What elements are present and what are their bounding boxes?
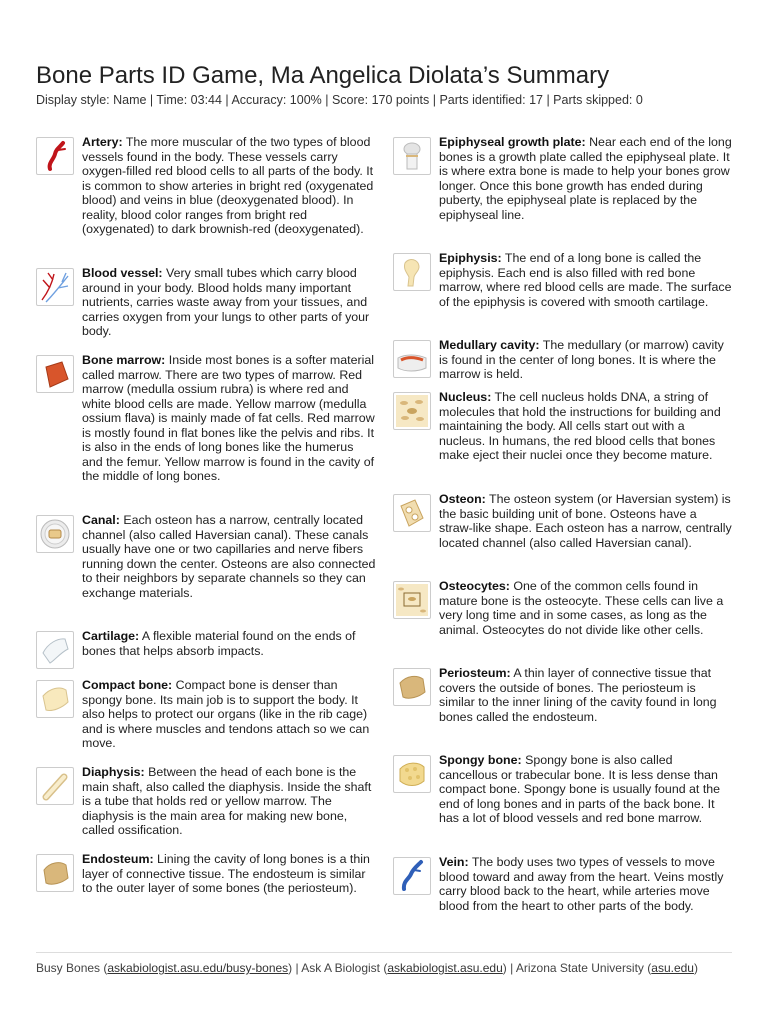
- periosteum-term: Periosteum:: [439, 666, 511, 680]
- osteocytes-text: One of the common cells found in mature bone is the osteocyte. These cells can live a very long time and in some cases, as long as the animal. Osteocytes do not divide like other cells.: [439, 579, 724, 637]
- entry-artery: [36, 135, 376, 266]
- canal-term: Canal:: [82, 513, 120, 527]
- cartilage-icon: [36, 631, 74, 669]
- entry-osteon: [393, 492, 733, 579]
- entry-periosteum: [393, 666, 733, 753]
- medullary-cavity-text: The medullary (or marrow) cavity is found in the center of long bones. It is where the marrow is held.: [439, 338, 724, 381]
- compact-bone-icon: [36, 680, 74, 718]
- game-stats: Display style: Name | Time: 03:44 | Accuracy: 100% | Score: 170 points | Parts identified: 17 | Parts skipped: 0: [36, 93, 643, 107]
- bone-marrow-term: Bone marrow:: [82, 353, 166, 367]
- osteocytes-icon: [393, 581, 431, 619]
- cartilage-description: [82, 629, 376, 658]
- endosteum-text: Lining the cavity of long bones is a thin layer of connective tissue. The endosteum is similar to the outer layer of some bones (the periosteum).: [82, 852, 370, 895]
- medullary-cavity-term: Medullary cavity:: [439, 338, 540, 352]
- nucleus-text: The cell nucleus holds DNA, a string of molecules that hold the instructions for building and maintaining the body. All cells start out with a nucleus. In humans, the red blood cells that bones make eject their nuclei once they become mature.: [439, 390, 721, 462]
- entry-bone-marrow: [36, 353, 376, 513]
- cartilage-term: Cartilage:: [82, 629, 140, 643]
- spongy-bone-icon: [393, 755, 431, 793]
- footer: [36, 961, 698, 975]
- epiphyseal-plate-term: Epiphyseal growth plate:: [439, 135, 586, 149]
- entry-medullary-cavity: [393, 338, 733, 390]
- artery-description: [82, 135, 376, 237]
- canal-description: [82, 513, 376, 600]
- left-column: [36, 135, 376, 922]
- canal-icon: [36, 515, 74, 553]
- epiphyseal-plate-description: [439, 135, 733, 222]
- footer-divider: [36, 952, 732, 953]
- nucleus-icon: [393, 392, 431, 430]
- artery-icon: [36, 137, 74, 175]
- busy-bones-link[interactable]: askabiologist.asu.edu/busy-bones: [107, 961, 289, 975]
- footer-ask-a-biologist: ) | Ask A Biologist (: [288, 961, 388, 975]
- spongy-bone-description: [439, 753, 733, 826]
- diaphysis-description: [82, 765, 376, 838]
- asu-link[interactable]: asu.edu: [651, 961, 694, 975]
- ask-a-biologist-link[interactable]: askabiologist.asu.edu: [387, 961, 503, 975]
- periosteum-icon: [393, 668, 431, 706]
- artery-text: The more muscular of the two types of blood vessels found in the body. These vessels carry oxygen-filled red blood cells to all parts of the body. It is common to show arteries in bright red (oxygenated blood) and veins in blue (deoxygenated blood). In reality, blood color ranges from bright red (oxygenated) to dark brownish-red (deoxygenated).: [82, 135, 374, 236]
- entry-nucleus: [393, 390, 733, 492]
- vein-icon: [393, 857, 431, 895]
- epiphysis-term: Epiphysis:: [439, 251, 502, 265]
- diaphysis-icon: [36, 767, 74, 805]
- entry-endosteum: [36, 852, 376, 922]
- compact-bone-term: Compact bone:: [82, 678, 173, 692]
- compact-bone-description: [82, 678, 376, 751]
- blood-vessel-text: Very small tubes which carry blood around in your body. Blood holds many important nutrients, carries waste away from your tissues, and carries oxygen from your lungs to other parts of your body.: [82, 266, 370, 338]
- endosteum-description: [82, 852, 376, 896]
- compact-bone-text: Compact bone is denser than spongy bone. Its main job is to support the body. It also helps to protect our organs (like in the rib cage) and is where muscles and tendons attach so we can move.: [82, 678, 370, 750]
- entry-epiphysis: [393, 251, 733, 338]
- footer-asu: ) | Arizona State University (: [502, 961, 652, 975]
- osteon-text: The osteon system (or Haversian system) is the basic building unit of bone. Osteons have a straw-like shape. Each osteon has a narrow, centrally located channel (also called Haversian canal).: [439, 492, 732, 550]
- bone-marrow-description: [82, 353, 376, 484]
- periosteum-description: [439, 666, 733, 724]
- entry-cartilage: [36, 629, 376, 678]
- entry-canal: [36, 513, 376, 629]
- vein-text: The body uses two types of vessels to move blood toward and away from the heart. Veins mostly carry blood back to the heart, while arteries move blood from the heart to other parts of the body.: [439, 855, 724, 913]
- epiphyseal-plate-icon: [393, 137, 431, 175]
- footer-end: ): [693, 961, 698, 975]
- right-column: [393, 135, 733, 935]
- osteon-description: [439, 492, 733, 550]
- blood-vessel-icon: [36, 268, 74, 306]
- medullary-cavity-icon: [393, 340, 431, 378]
- epiphysis-text: The end of a long bone is called the epiphysis. Each end is also filled with red bone marrow, where red blood cells are made. The surface of the epiphysis is covered with smooth cartilage.: [439, 251, 732, 309]
- vein-term: Vein:: [439, 855, 469, 869]
- entry-blood-vessel: [36, 266, 376, 353]
- epiphysis-icon: [393, 253, 431, 291]
- entry-compact-bone: [36, 678, 376, 765]
- osteon-term: Osteon:: [439, 492, 486, 506]
- osteon-icon: [393, 494, 431, 532]
- periosteum-text: A thin layer of connective tissue that covers the outside of bones. The periosteum is similar to the inner lining of the cavity found in long bones called the endosteum.: [439, 666, 717, 724]
- entry-spongy-bone: [393, 753, 733, 855]
- cartilage-text: A flexible material found on the ends of bones that helps absorb impacts.: [82, 629, 356, 658]
- entry-diaphysis: [36, 765, 376, 852]
- page-title: Bone Parts ID Game, Ma Angelica Diolata’s Summary: [36, 62, 610, 89]
- artery-term: Artery:: [82, 135, 123, 149]
- spongy-bone-text: Spongy bone is also called cancellous or trabecular bone. It is less dense than compact bone. Spongy bone is usually found at the end of long bones and in parts of the back bone. It has a lot of blood vessels and red bone marrow.: [439, 753, 721, 825]
- entry-epiphyseal-plate: [393, 135, 733, 251]
- blood-vessel-term: Blood vessel:: [82, 266, 163, 280]
- diaphysis-text: Between the head of each bone is the main shaft, also called the diaphysis. Inside the shaft is a tube that holds red or yellow marrow. The diaphysis is the main area for making new bone, called ossification.: [82, 765, 372, 837]
- blood-vessel-description: [82, 266, 376, 339]
- endosteum-term: Endosteum:: [82, 852, 154, 866]
- footer-busy-bones: Busy Bones (: [36, 961, 108, 975]
- epiphysis-description: [439, 251, 733, 309]
- diaphysis-term: Diaphysis:: [82, 765, 145, 779]
- nucleus-description: [439, 390, 733, 463]
- canal-text: Each osteon has a narrow, centrally located channel (also called Haversian canal). These canals usually have one or two capillaries and nerve fibers running down the center. Osteons are also connected to their neighbors by separate channels so they can exchange materials.: [82, 513, 376, 600]
- entry-vein: [393, 855, 733, 935]
- osteocytes-description: [439, 579, 733, 637]
- bone-marrow-text: Inside most bones is a softer material called marrow. There are two types of marrow. Red marrow (medulla ossium rubra) is where red and white blood cells are made. Yellow marrow (medulla ossium flava) is mainly made of fat cells. Red marrow is mostly found in flat bones like the pelvis and ribs. It is also in the ends of long bones like the humerus and the femur. Yellow marrow is found in the cavity of the middle of long bones.: [82, 353, 375, 483]
- nucleus-term: Nucleus:: [439, 390, 492, 404]
- endosteum-icon: [36, 854, 74, 892]
- epiphyseal-plate-text: Near each end of the long bones is a growth plate called the epiphyseal plate. It is where extra bone is made to help your bones grow longer. Once this bone growth has ended during puberty, the epiphyseal plate is replaced by the epiphyseal line.: [439, 135, 732, 222]
- osteocytes-term: Osteocytes:: [439, 579, 510, 593]
- spongy-bone-term: Spongy bone:: [439, 753, 522, 767]
- vein-description: [439, 855, 733, 913]
- bone-marrow-icon: [36, 355, 74, 393]
- entry-osteocytes: [393, 579, 733, 666]
- medullary-cavity-description: [439, 338, 733, 382]
